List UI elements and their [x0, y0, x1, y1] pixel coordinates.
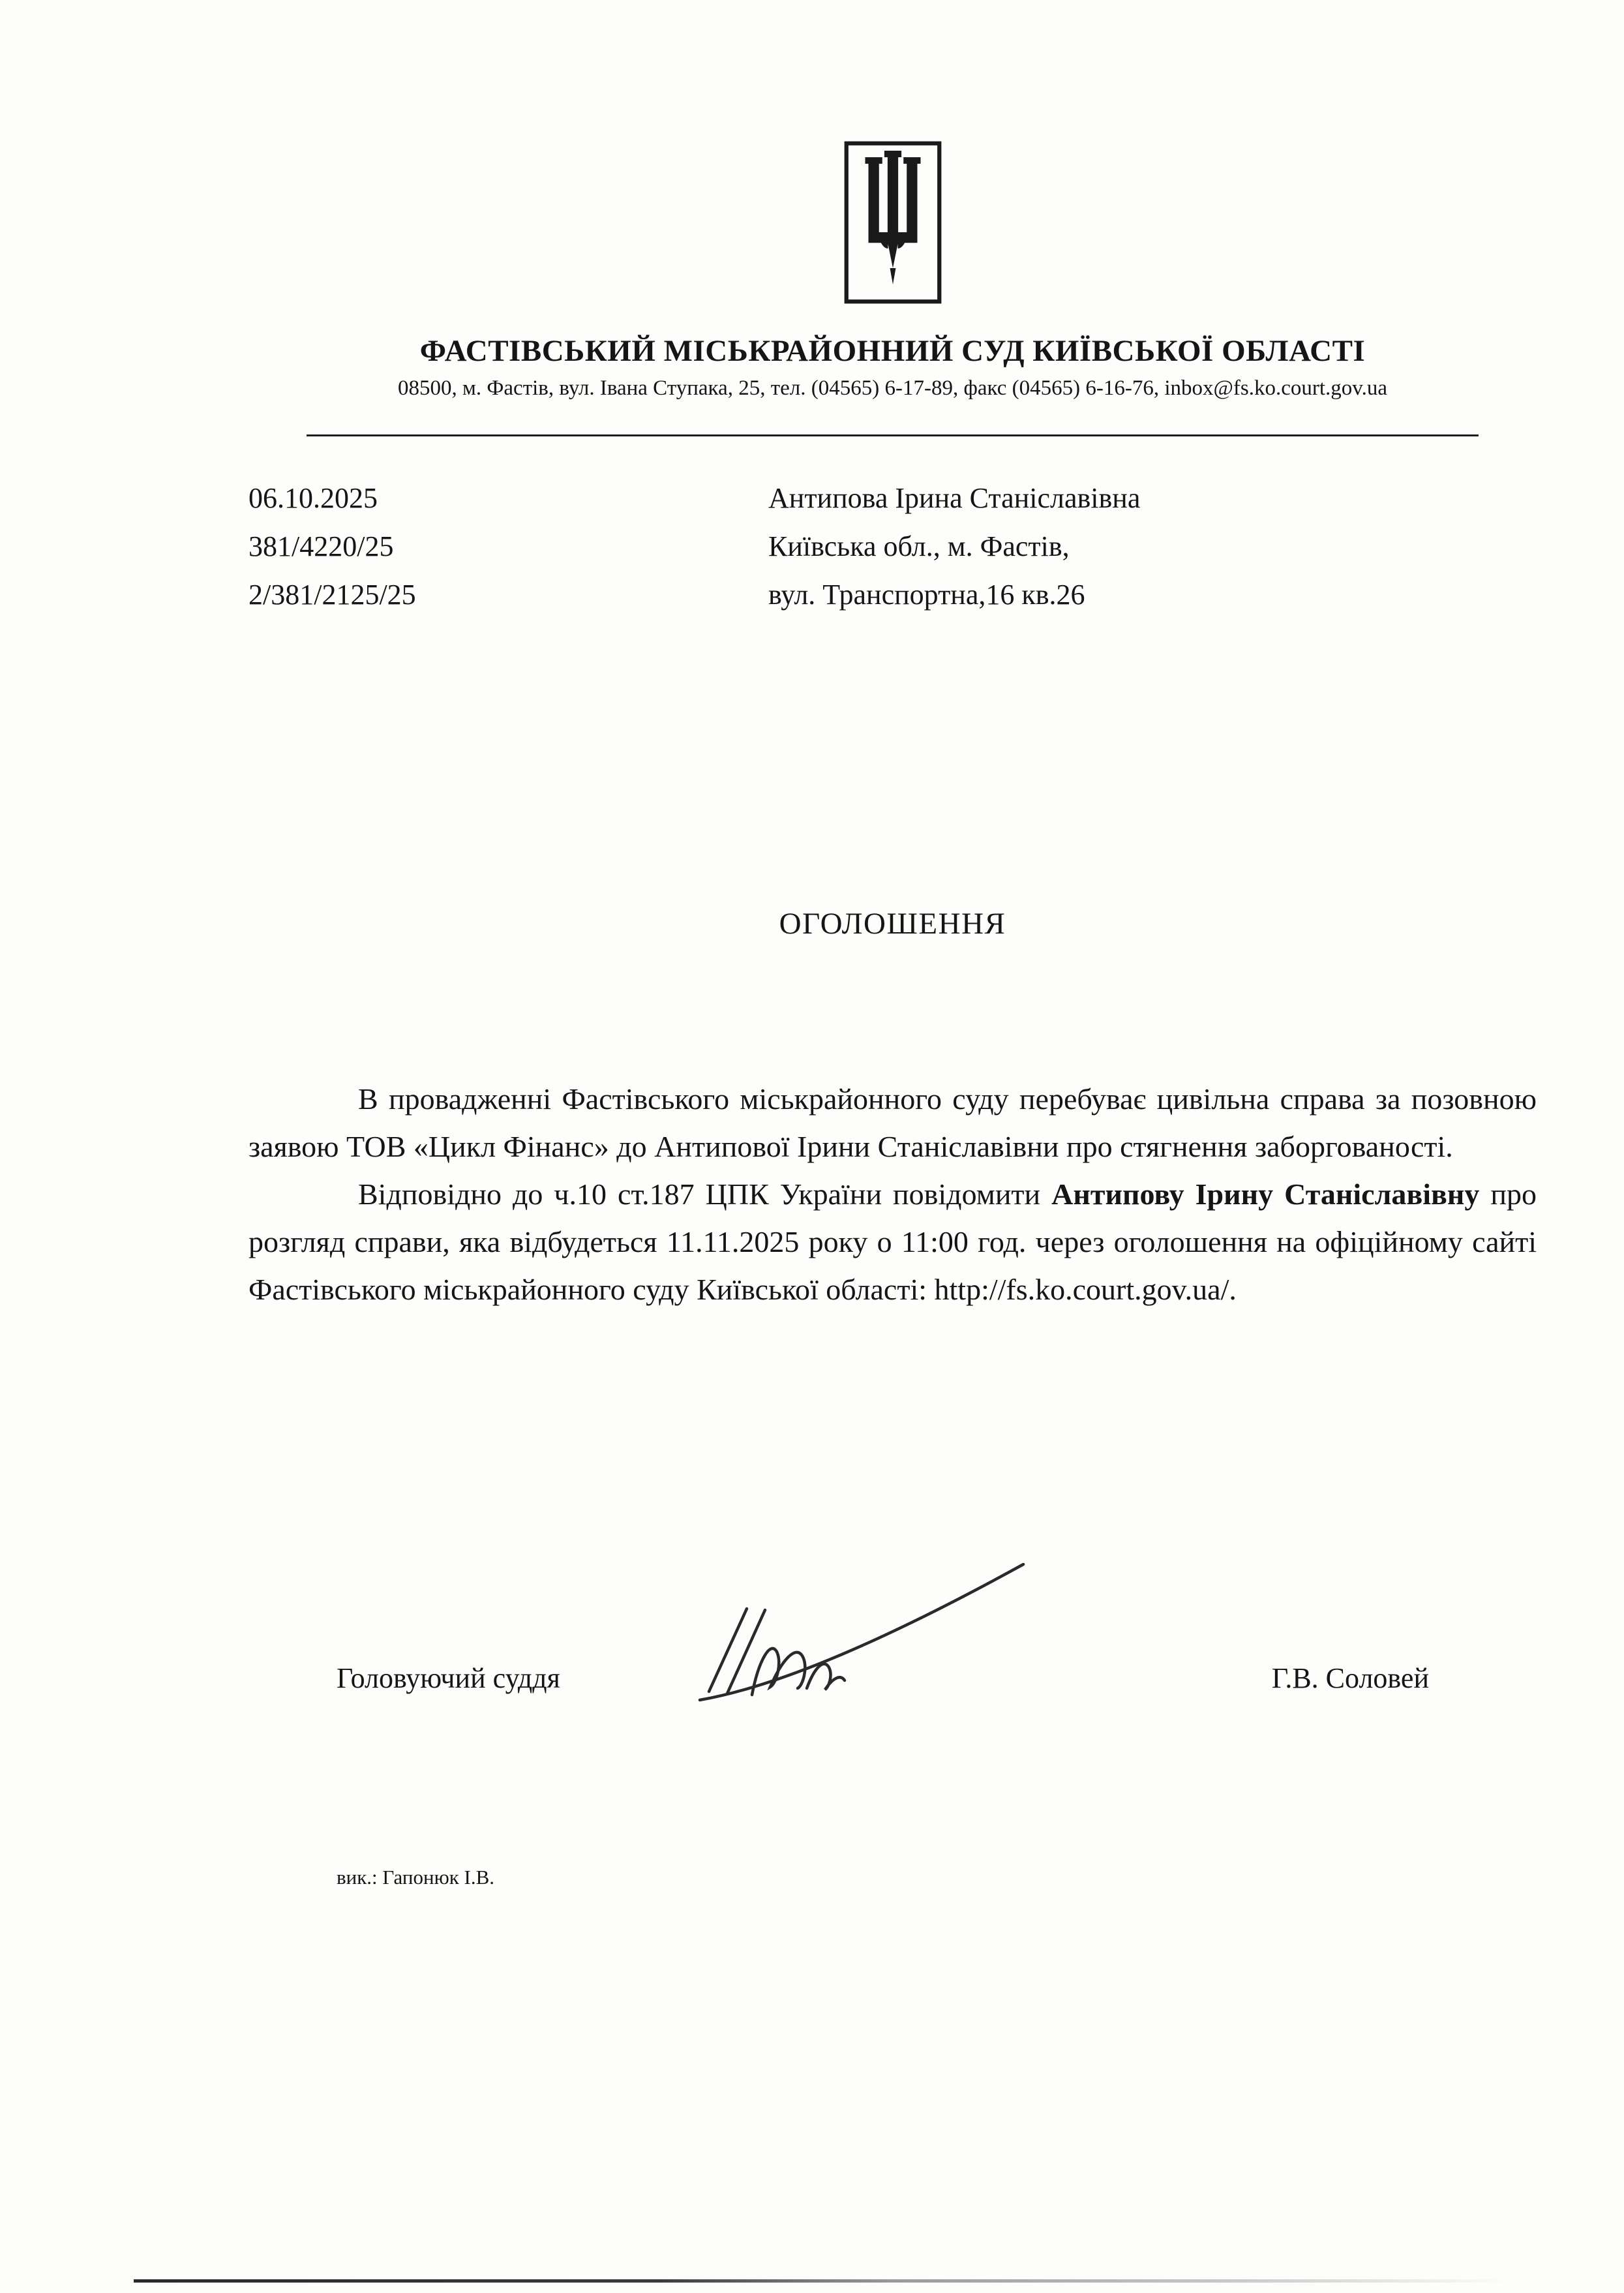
header-divider: [307, 434, 1479, 436]
recipient-block: [768, 474, 1537, 619]
case-number: 381/4220/25: [248, 530, 394, 562]
recipient-name: Антипова Ірина Станіславівна: [768, 482, 1141, 514]
court-address: 08500, м. Фастів, вул. Івана Ступака, 25, тел. (04565) 6-17-89, факс (04565) 6-16-76, inbox@fs.ko.court.gov.ua: [397, 376, 1388, 400]
court-name: ФАСТІВСЬКИЙ МІСЬКРАЙОННИЙ СУД КИЇВСЬКОЇ ОБЛАСТІ: [419, 334, 1366, 368]
coat-of-arms-icon: [844, 140, 942, 305]
scan-artifact-line: [134, 2279, 1510, 2283]
case-meta-block: [248, 474, 768, 619]
meta-row: [248, 474, 1537, 619]
body-paragraph-1: В провадженні Фастівського міськрайонного суду перебуває цивільна справа за позовною заявою ТОВ «Цикл Фінанс» до Антипової Ірини Станіславівни про стягнення заборгованості.: [248, 1082, 1537, 1163]
signature-row: [248, 1558, 1537, 1695]
signer-name: Г.В. Соловей: [1271, 1662, 1429, 1694]
paragraph-2-text-before: Відповідно до ч.10 ст.187 ЦПК України повідомити: [358, 1177, 1052, 1211]
document-title: ОГОЛОШЕННЯ: [779, 907, 1006, 941]
document-body: [248, 1075, 1537, 1313]
letter-date: 06.10.2025: [248, 482, 378, 514]
executor-note: вик.: Гапонюк І.В.: [337, 1866, 495, 1889]
signature-mark: [684, 1558, 1036, 1718]
paragraph-2-text-after: про розгляд справи, яка відбудеться 11.11.2025 року о 11:00 год. через оголошення на офіційному сайті Фастівського міськрайонного суду Київської області: http://fs.ko.court.gov.ua/.: [248, 1177, 1537, 1306]
recipient-address-line-2: вул. Транспортна,16 кв.26: [768, 579, 1085, 611]
body-paragraph-2: [248, 1170, 1537, 1313]
signer-role: Головуючий суддя: [337, 1662, 560, 1694]
paragraph-2-recipient-bold: Антипову Ірину Станіславівну: [1051, 1177, 1480, 1211]
proceeding-number: 2/381/2125/25: [248, 579, 416, 611]
recipient-address-line-1: Київська обл., м. Фастів,: [768, 530, 1070, 562]
